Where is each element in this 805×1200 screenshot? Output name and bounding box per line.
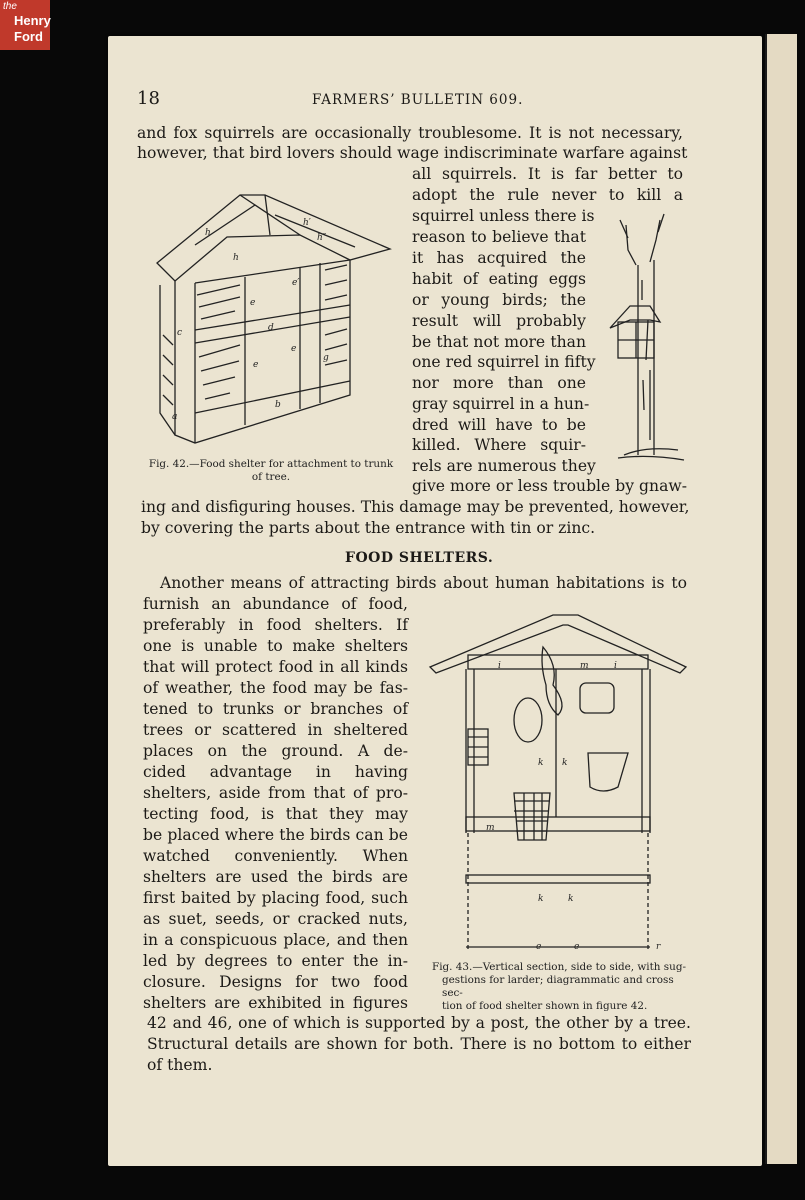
tree-with-shelter-illustration — [598, 210, 688, 468]
caption-line: gestions for larder; diagrammatic and cross sec- — [442, 974, 674, 999]
text-line: preferably in food shelters. If — [143, 616, 408, 634]
text-line: furnish an abundance of food, — [143, 595, 408, 613]
logo-line-3: Ford — [14, 29, 43, 44]
text-line: nor more than one — [412, 374, 586, 392]
svg-text:e: e — [291, 344, 297, 354]
text-line: that will protect food in all kinds — [143, 658, 408, 676]
svg-text:r: r — [656, 942, 661, 952]
svg-text:h: h — [233, 253, 239, 263]
text-line: or young birds; the — [412, 291, 586, 309]
text-line: of weather, the food may be fas- — [143, 679, 408, 697]
text-line: ing and disfiguring houses. This damage may be prevented, however, — [141, 498, 690, 516]
text-line: rels are numerous they — [412, 457, 596, 475]
text-line: all squirrels. It is far better to — [412, 165, 683, 183]
text-line: watched conveniently. When — [143, 847, 408, 865]
text-line: Structural details are shown for both. There is no bottom to either — [147, 1035, 691, 1053]
svg-text:b: b — [275, 400, 281, 410]
svg-text:i: i — [498, 661, 501, 671]
caption-line: tion of food shelter shown in figure 42. — [442, 1000, 648, 1012]
text-line: shelters are used the birds are — [143, 868, 408, 886]
svg-text:h″: h″ — [317, 233, 327, 243]
text-line: be placed where the birds can be — [143, 826, 408, 844]
text-line: adopt the rule never to kill a — [412, 186, 683, 204]
text-line: it has acquired the — [412, 249, 586, 267]
svg-text:k: k — [568, 894, 574, 904]
caption-line: Fig. 42.—Food shelter for attachment to trunk — [148, 458, 394, 470]
text-line: killed. Where squir- — [412, 436, 586, 454]
page-number: 18 — [137, 88, 160, 109]
svg-text:g: g — [323, 353, 329, 363]
text-line: result will probably — [412, 312, 586, 330]
figure-42-caption — [140, 458, 402, 484]
text-line: gray squirrel in a hun- — [412, 395, 590, 413]
text-line: give more or less trouble by gnaw- — [412, 477, 687, 495]
svg-text:m: m — [486, 823, 495, 833]
text-line: habit of eating eggs — [412, 270, 586, 288]
text-line: one is unable to make shelters — [143, 637, 408, 655]
section-heading: FOOD SHELTERS. — [345, 550, 494, 566]
svg-text:e: e — [574, 942, 580, 952]
svg-text:a: a — [172, 412, 178, 422]
svg-text:e′: e′ — [292, 278, 300, 288]
text-line: tened to trunks or branches of — [143, 700, 408, 718]
text-line: shelters are exhibited in figures — [143, 994, 408, 1012]
logo-line-1: the — [3, 1, 17, 12]
text-line: trees or scattered in sheltered — [143, 721, 408, 739]
text-line: places on the ground. A de- — [143, 742, 408, 760]
svg-text:e: e — [250, 298, 256, 308]
text-line: dred will have to be — [412, 416, 586, 434]
text-line: first baited by placing food, such — [143, 889, 408, 907]
text-line: led by degrees to enter the in- — [143, 952, 408, 970]
text-line: in a conspicuous place, and then — [143, 931, 408, 949]
text-line: one red squirrel in fifty — [412, 353, 596, 371]
text-line: of them. — [147, 1056, 213, 1074]
text-line: reason to believe that — [412, 228, 586, 246]
text-line: squirrel unless there is — [412, 207, 595, 225]
svg-text:e: e — [253, 360, 259, 370]
figure-43-caption — [432, 961, 690, 1013]
text-line: be that not more than — [412, 333, 586, 351]
text-line: 42 and 46, one of which is supported by a post, the other by a tree. — [147, 1014, 691, 1032]
svg-text:e: e — [536, 942, 542, 952]
svg-text:h: h — [205, 228, 211, 238]
text-line: cided advantage in having — [143, 763, 408, 781]
text-line: tecting food, is that they may — [143, 805, 408, 823]
text-line: and fox squirrels are occasionally troublesome. It is not necessary, — [137, 124, 683, 142]
svg-text:c: c — [177, 328, 183, 338]
svg-text:k: k — [562, 758, 568, 768]
henry-ford-logo — [0, 0, 50, 50]
figure-42-illustration — [135, 185, 395, 453]
text-line: as suet, seeds, or cracked nuts, — [143, 910, 408, 928]
text-line: shelters, aside from that of pro- — [143, 784, 408, 802]
figure-43-illustration — [428, 605, 690, 955]
svg-text:k: k — [538, 758, 544, 768]
facing-page-edge — [765, 34, 797, 1164]
caption-line: Fig. 43.—Vertical section, side to side, with sug- — [432, 961, 686, 973]
svg-text:m: m — [580, 661, 589, 671]
logo-line-2: Henry — [14, 13, 51, 28]
text-line: by covering the parts about the entrance with tin or zinc. — [141, 519, 596, 537]
svg-text:i: i — [614, 661, 617, 671]
text-line: closure. Designs for two food — [143, 973, 408, 991]
svg-text:d: d — [268, 323, 274, 333]
svg-text:h′: h′ — [303, 218, 311, 228]
text-line: however, that bird lovers should wage indiscriminate warfare against — [137, 144, 688, 162]
svg-text:k: k — [538, 894, 544, 904]
caption-line: of tree. — [251, 471, 291, 483]
running-title: FARMERS’ BULLETIN 609. — [312, 92, 524, 108]
text-line: Another means of attracting birds about human habitations is to — [160, 574, 687, 592]
